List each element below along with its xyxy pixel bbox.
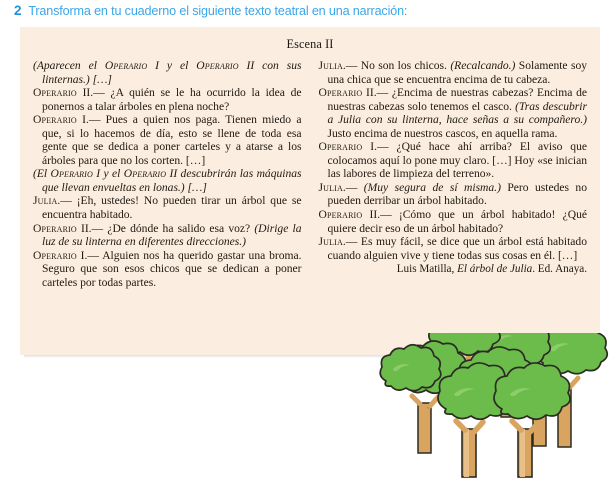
stage-text-left-0: (Aparecen el xyxy=(33,59,105,72)
left-text-column xyxy=(33,59,302,289)
speaker-name: Julia xyxy=(318,59,343,72)
stage-direction: (Aparecen el Operario I y el Operario II con sus linternas.) […] xyxy=(33,59,302,86)
speaker-name: Operario xyxy=(33,86,77,100)
speaker-name: Operario xyxy=(104,59,148,72)
speaker-name: Operario xyxy=(33,113,77,127)
attribution-author: Luis Matilla, xyxy=(396,263,455,276)
dialogue-line: Operario II.— ¡Cómo que un árbol habitado! ¿Qué quiere decir eso de un árbol habitado? xyxy=(318,208,587,235)
speaker-name: Operario xyxy=(33,248,77,262)
exercise-heading xyxy=(14,3,604,23)
theatrical-text-panel xyxy=(20,27,600,355)
forest-trees-svg xyxy=(378,333,615,480)
dialogue-line: Operario I.— Alguien nos ha querido gastar una broma. Seguro que son esos chicos que se dedican a poner carteles por todas partes. xyxy=(33,248,302,289)
dialogue-line: Operario II.— ¿Encima de nuestras cabezas? Encima de nuestras cabezas solo tenemos el casco. (Tras descubrir a Julia con su linterna, hace señas a su compañero.) Justo encima de nuestros cascos, en aquella rama. xyxy=(318,86,587,140)
dialogue-line: Julia.— Es muy fácil, se dice que un árbol está habitado cuando alguien vive y tiene todas sus cosas en él. […] xyxy=(318,235,587,262)
attribution-work: El árbol de Julia xyxy=(457,263,533,276)
speaker-name: Operario xyxy=(50,167,93,181)
speaker-name: Operario xyxy=(196,59,239,72)
speaker-name: Operario xyxy=(123,167,167,181)
speaker-name: Operario xyxy=(318,140,363,154)
speaker-name: Operario xyxy=(33,221,77,235)
speaker-name: Operario xyxy=(318,208,363,222)
source-attribution xyxy=(319,263,588,277)
dialogue-line: Operario I.— ¿Qué hace ahí arriba? El aviso que colocamos aquí lo pone muy claro. […] Hoy «se inician las labores de limpieza del terreno». xyxy=(318,140,587,181)
two-column-text xyxy=(33,59,587,289)
forest-trees-illustration xyxy=(378,333,615,480)
dialogue-line: Operario II.— ¿De dónde ha salido esa voz? (Dirige la luz de su linterna en diferentes direcciones.) xyxy=(33,221,302,249)
scene-title: Escena II xyxy=(286,37,334,51)
tree-far-left-canopy xyxy=(380,345,441,391)
exercise-number: 2 xyxy=(14,3,22,18)
speaker-name: Julia xyxy=(318,180,343,194)
speaker-name: Julia xyxy=(33,194,58,208)
right-text-column xyxy=(319,59,588,277)
stage-direction: (El Operario I y el Operario II descubrirán las máquinas que llevan envueltas en lonas.) […] xyxy=(33,167,302,194)
inline-stage-direction: (Tras descubrir a Julia con su linterna, hace señas a su compañero.) xyxy=(327,99,587,127)
dialogue-line: Operario I.— Pues a quien nos paga. Tienen miedo a que, si lo hacemos de día, esto se llene de toda esa gente que se dedica a poner carteles y a atarse a los árboles para que no los corten. […] xyxy=(33,113,302,167)
inline-stage-direction: (Recalcando.) xyxy=(450,59,516,72)
dialogue-line: Julia.— (Muy segura de sí misma.) Pero ustedes no pueden derribar un árbol habitado. xyxy=(318,180,587,208)
attribution-publisher: . Ed. Anaya. xyxy=(532,263,587,276)
exercise-instruction: Transforma en tu cuaderno el siguiente texto teatral en una narración: xyxy=(28,4,408,18)
inline-stage-direction: (Muy segura de sí misma.) xyxy=(363,180,501,194)
dialogue-line: Julia.— ¡Eh, ustedes! No pueden tirar un árbol que se encuentra habitado. xyxy=(33,194,302,222)
inline-stage-direction: (Dirige la luz de su linterna en diferentes direcciones.) xyxy=(42,221,302,249)
speaker-name: Julia xyxy=(318,235,343,249)
dialogue-line: Operario II.— ¿A quién se le ha ocurrido la idea de ponernos a talar árboles en plena noche? xyxy=(33,86,302,113)
dialogue-line: Julia.— No son los chicos. (Recalcando.) Solamente soy una chica que se encuentra encima de tu cabeza. xyxy=(318,59,587,86)
speaker-name: Operario xyxy=(318,86,363,100)
